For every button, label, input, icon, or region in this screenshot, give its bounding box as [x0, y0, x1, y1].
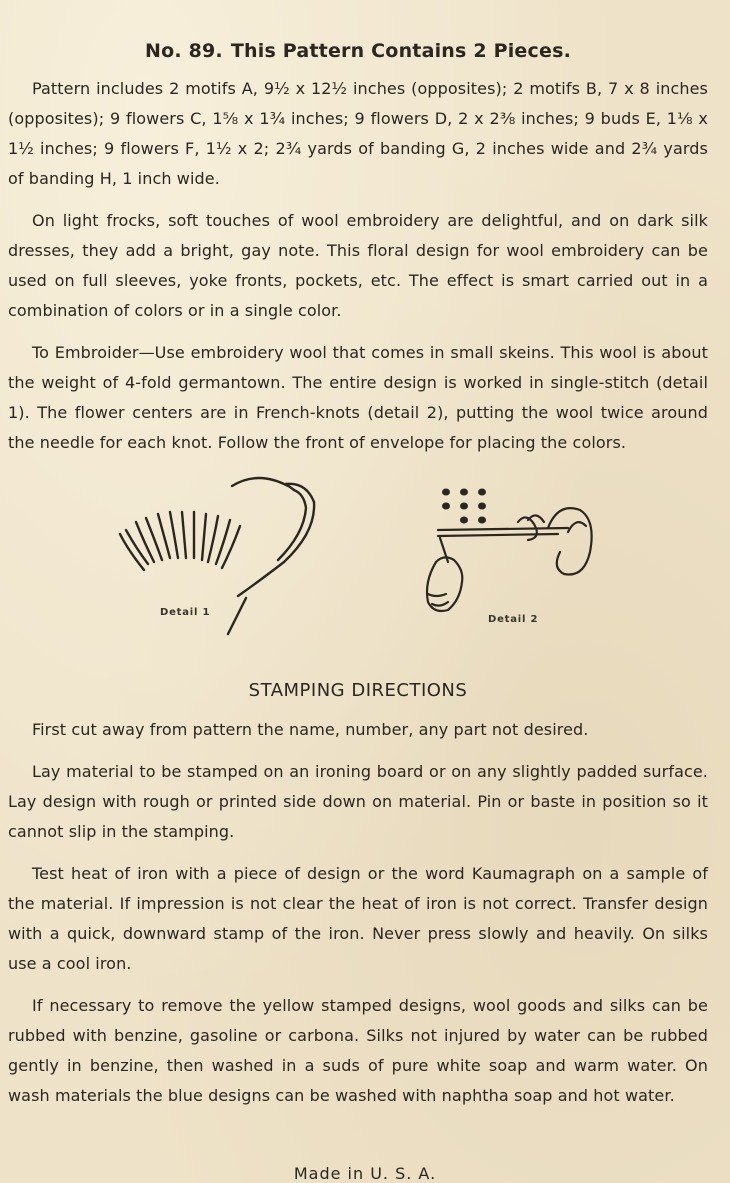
made-in-footer: Made in U. S. A. — [293, 1164, 437, 1183]
page-title — [8, 40, 708, 62]
pieces-paragraph: Pattern includes 2 motifs A, 9½ x 12½ inches (opposites); 2 motifs B, 7 x 8 inches (opposites); 9 flowers C, 1⅝ x 1¾ inches; 9 flowers D, 2 x 2⅜ inches; 9 buds E, 1⅛ x 1½ inches; 9 flowers F, 1½ x 2; 2¾ yards of banding G, 2 inches wide and 2¾ yards of banding H, 1 inch wide. — [8, 79, 708, 188]
stamping-paragraph-lay: Lay material to be stamped on an ironing board or on any slightly padded surface. Lay design with rough or printed side down on material. Pin or baste in position so it cannot slip in the stamping. — [8, 762, 708, 841]
pattern-number: No. 89. — [144, 40, 223, 62]
stamping-directions-heading: STAMPING DIRECTIONS — [248, 680, 468, 701]
usage-paragraph: On light frocks, soft touches of wool embroidery are delightful, and on dark silk dresses, they add a bright, gay note. This floral design for wool embroidery can be used on full sleeves, yoke fronts, pockets, etc. The effect is smart carried out in a combination of colors or in a single color. — [8, 211, 708, 320]
stamping-paragraph-remove: If necessary to remove the yellow stamped designs, wool goods and silks can be rubbed with benzine, gasoline or carbona. Silks not injured by water can be rubbed gently in benzine, then washed in a suds of pure white soap and warm water. On wash materials the blue designs can be washed with naphtha soap and hot water. — [8, 996, 708, 1105]
stamping-paragraph-cut: First cut away from pattern the name, number, any part not desired. — [32, 720, 589, 739]
detail-1-label: Detail 1 — [160, 607, 211, 618]
detail-2-illustration — [408, 482, 618, 632]
detail-2-label: Detail 2 — [488, 614, 539, 625]
embroider-paragraph: To Embroider—Use embroidery wool that comes in small skeins. This wool is about the weight of 4-fold germantown. The entire design is worked in single-stitch (detail 1). The flower centers are in French-knots (detail 2), putting the wool twice around the needle for each knot. Follow the front of envelope for placing the colors. — [8, 343, 708, 452]
stitch-details — [8, 472, 708, 672]
pattern-title: This Pattern Contains 2 Pieces. — [230, 40, 571, 62]
detail-1-illustration — [108, 472, 338, 642]
stamping-paragraph-test: Test heat of iron with a piece of design or the word Kaumagraph on a sample of the material. If impression is not clear the heat of iron is not correct. Transfer design with a quick, downward stamp of the iron. Never press slowly and heavily. On silks use a cool iron. — [8, 864, 708, 973]
